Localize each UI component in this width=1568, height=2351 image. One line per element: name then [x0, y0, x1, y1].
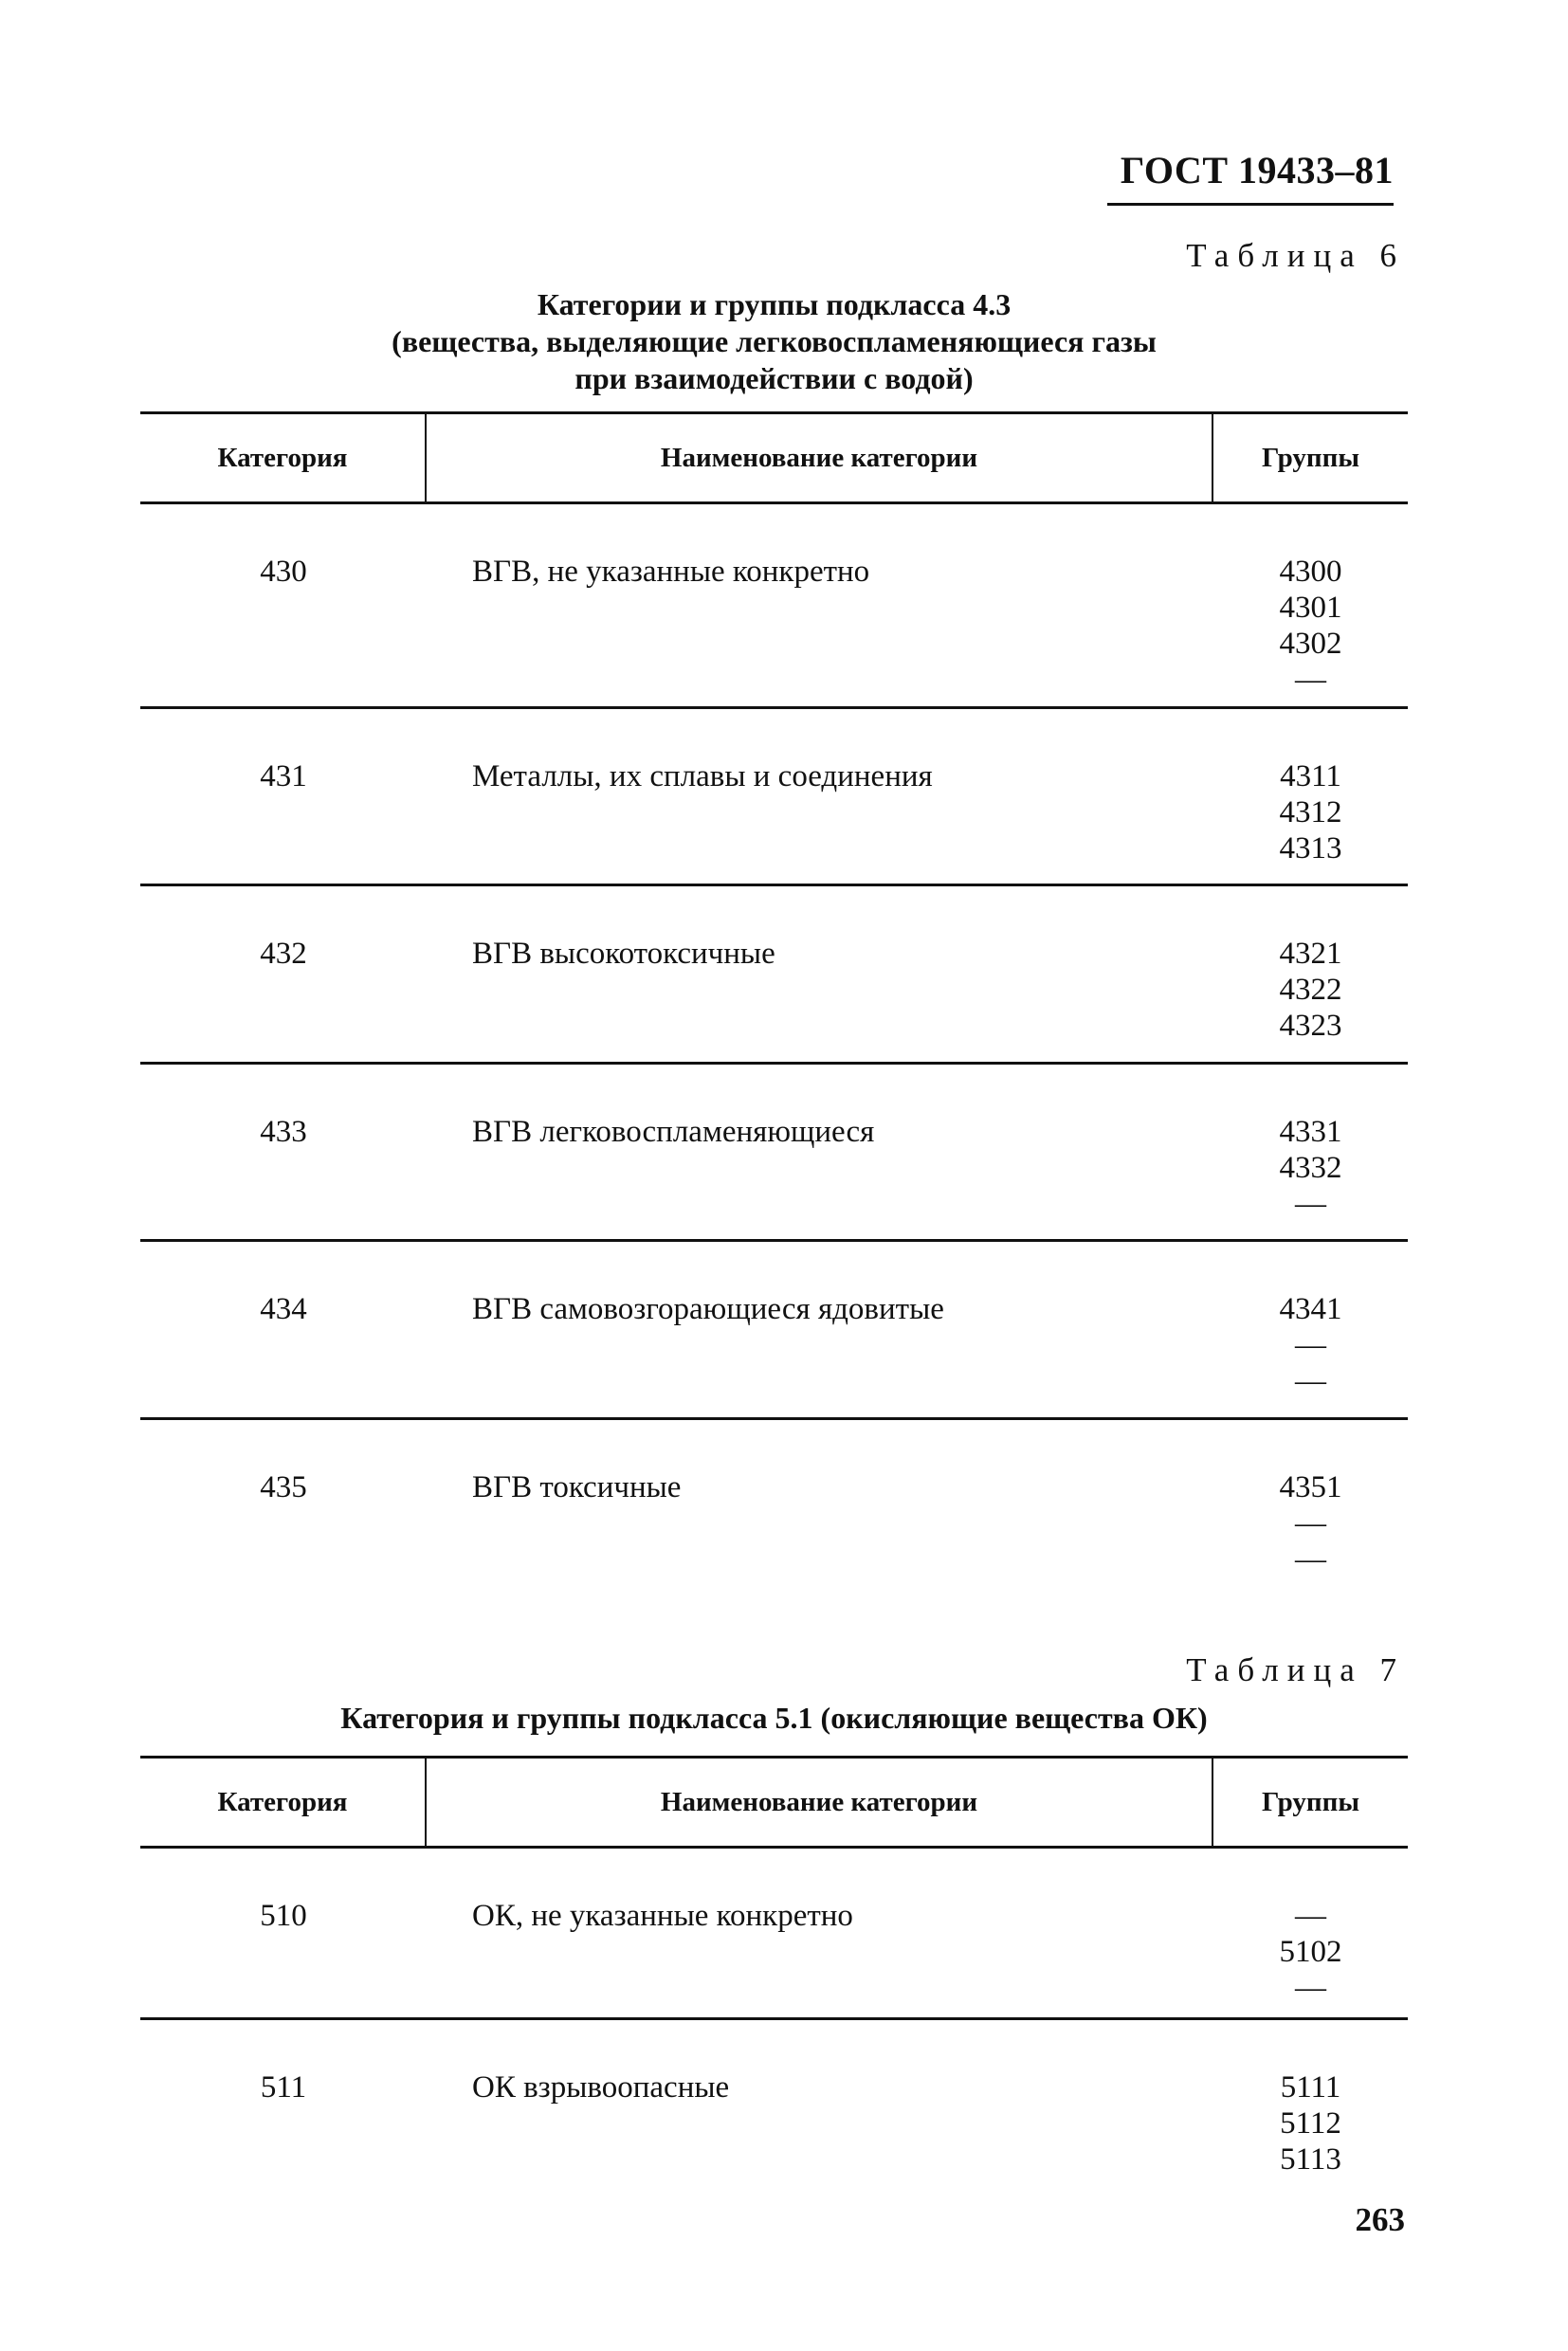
group-code: 4312: [1279, 795, 1342, 829]
group-codes: [1213, 1849, 1408, 2017]
category-name: ВГВ самовозгорающиеся ядовитые: [472, 1292, 944, 1326]
group-code: —: [1295, 1328, 1326, 1362]
category-name: ВГВ высокотоксичные: [472, 937, 775, 971]
group-codes: [1213, 1420, 1408, 1600]
table7-label: Таблица 7: [1186, 1651, 1405, 1688]
group-codes: [1213, 1242, 1408, 1417]
group-code: 4341: [1279, 1292, 1342, 1326]
group-code: 4321: [1279, 937, 1342, 971]
group-code: 5112: [1280, 2106, 1341, 2141]
table-row: [140, 1849, 1408, 2020]
category-code: 510: [260, 1899, 307, 1933]
category-name: Металлы, их сплавы и соединения: [472, 759, 933, 793]
table-row: [140, 1242, 1408, 1420]
group-code: —: [1295, 1506, 1326, 1540]
header-underline: [1107, 203, 1394, 206]
group-code: 4331: [1279, 1115, 1342, 1149]
group-code: 4351: [1279, 1470, 1342, 1504]
category-code: 432: [260, 937, 307, 971]
category-code: 434: [260, 1292, 307, 1326]
group-codes: [1213, 2020, 1408, 2196]
table-row: [140, 2020, 1408, 2196]
table7-header: [140, 1756, 1408, 1849]
group-codes: [1213, 709, 1408, 884]
category-name: ВГВ легковоспламеняющиеся: [472, 1115, 875, 1149]
category-code: 433: [260, 1115, 307, 1149]
category-name: ВГВ токсичные: [472, 1470, 682, 1504]
standard-code-header: ГОСТ 19433–81: [1120, 149, 1394, 191]
table-row: [140, 1065, 1408, 1242]
category-code: 435: [260, 1470, 307, 1504]
table7-title: Категория и группы подкласса 5.1 (окисляющие вещества ОК): [340, 1701, 1208, 1735]
category-code: 430: [260, 555, 307, 589]
table6-title-line: при взаимодействии с водой): [574, 361, 974, 395]
table6: [140, 411, 1408, 1600]
column-header-name: Наименование категории: [427, 1759, 1213, 1846]
group-code: 4332: [1279, 1151, 1342, 1185]
group-code: —: [1295, 1364, 1326, 1398]
group-code: 4313: [1279, 831, 1342, 866]
column-header-category: Категория: [140, 1759, 427, 1846]
group-code: 5102: [1279, 1935, 1342, 1969]
table6-label: Таблица 6: [1186, 237, 1405, 274]
group-code: —: [1295, 1187, 1326, 1221]
table6-body: [140, 504, 1408, 1600]
group-code: —: [1295, 1971, 1326, 2005]
category-code: 511: [260, 2070, 307, 2105]
column-header-category: Категория: [140, 414, 427, 501]
group-code: 4301: [1279, 591, 1342, 625]
column-header-name: Наименование категории: [427, 414, 1213, 501]
group-code: 4311: [1280, 759, 1341, 793]
group-code: —: [1295, 663, 1326, 697]
table-row: [140, 886, 1408, 1065]
table6-header: [140, 411, 1408, 504]
group-code: 4323: [1279, 1009, 1342, 1043]
group-codes: [1213, 886, 1408, 1062]
group-codes: [1213, 1065, 1408, 1239]
column-header-groups: Группы: [1262, 1786, 1359, 1817]
group-code: —: [1295, 1542, 1326, 1576]
page-number: 263: [1355, 2201, 1405, 2238]
group-codes: [1213, 504, 1408, 706]
table6-title-line: (вещества, выделяющие легковоспламеняющиеся газы: [392, 324, 1157, 358]
table6-title: [140, 286, 1408, 397]
group-code: 5111: [1280, 2070, 1341, 2105]
table-row: [140, 504, 1408, 709]
group-code: 4302: [1279, 627, 1342, 661]
group-code: 5113: [1280, 2142, 1341, 2177]
table7: [140, 1756, 1408, 2196]
group-code: —: [1295, 1899, 1326, 1933]
group-code: 4322: [1279, 973, 1342, 1007]
table7-body: [140, 1849, 1408, 2196]
group-code: 4300: [1279, 555, 1342, 589]
table6-title-line: Категории и группы подкласса 4.3: [537, 287, 1012, 321]
category-code: 431: [260, 759, 307, 793]
category-name: ВГВ, не указанные конкретно: [472, 555, 870, 589]
table-row: [140, 1420, 1408, 1600]
column-header-groups: Группы: [1262, 442, 1359, 473]
category-name: ОК, не указанные конкретно: [472, 1899, 853, 1933]
category-name: ОК взрывоопасные: [472, 2070, 730, 2105]
table-row: [140, 709, 1408, 886]
